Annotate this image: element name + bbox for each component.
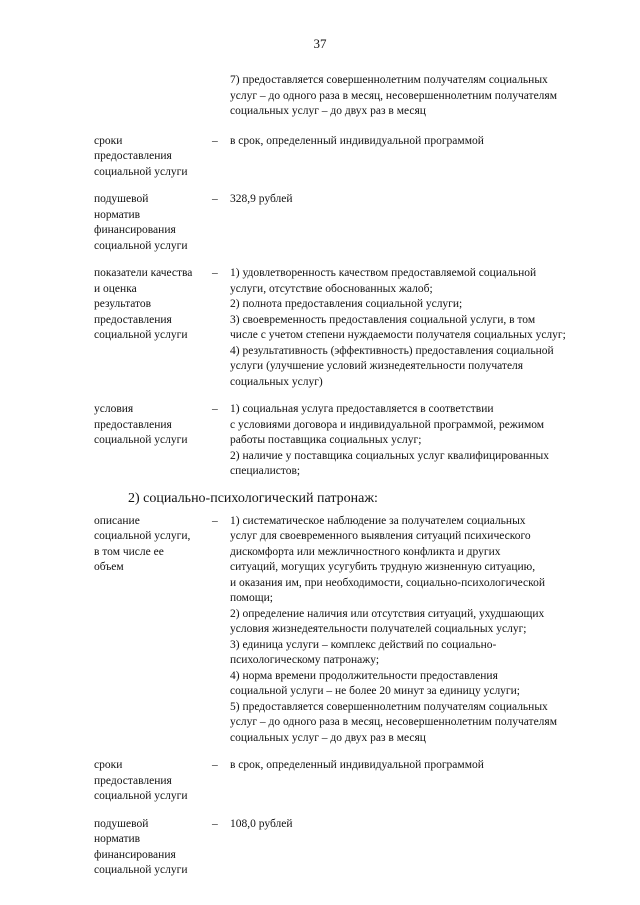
section-heading: 2) социально-психологический патронаж: (128, 490, 378, 506)
text-line: 3) своевременность предоставления социальной услуги, в том (230, 313, 536, 326)
label-line: результатов (94, 298, 152, 310)
label-line: предоставления (94, 774, 172, 787)
label-line: описание (94, 514, 140, 527)
text-line: 2) полнота предоставления социальной услуги; (230, 298, 463, 310)
funding-value (230, 192, 614, 208)
text-line: социальной услуги – не более 20 минут за единицу услуги; (230, 685, 520, 697)
label-line: показатели качества (94, 267, 193, 279)
text-line: психологическому патронажу; (230, 654, 380, 666)
text-line: 108,0 рублей (230, 817, 293, 830)
text-line: 1) систематическое наблюдение за получателем социальных (230, 514, 526, 527)
label-line: социальной услуги (94, 864, 188, 876)
dash-separator: – (212, 817, 218, 830)
dash-separator: – (212, 193, 218, 205)
text-line: социальных услуг – до двух раз в месяц (230, 731, 426, 744)
text-line: помощи; (230, 592, 273, 604)
conditions-label (94, 402, 212, 449)
funding-label (94, 817, 212, 879)
text-line: с условиями договора и индивидуальной программой, режимом (230, 418, 545, 431)
dash-separator: – (212, 514, 218, 527)
label-line: предоставления (94, 150, 172, 162)
label-line: сроки (94, 759, 123, 771)
conditions-value (230, 402, 614, 480)
text-line: услуги (улучшение условий жизнедеятельности получателя (230, 360, 524, 372)
text-line: 5) предоставляется совершеннолетним получателям социальных (230, 700, 548, 713)
label-line: финансирования (94, 848, 176, 861)
label-line: социальной услуги (94, 165, 188, 178)
funding-value (230, 817, 614, 833)
text-line: 3) единица услуги – комплекс действий по социально- (230, 638, 497, 651)
text-line: услуги, отсутствие обоснованных жалоб; (230, 282, 433, 295)
label-line: социальной услуги, (94, 530, 191, 542)
label-line: сроки (94, 134, 123, 147)
page-number: 37 (313, 36, 327, 51)
term-row (94, 758, 614, 805)
text-line: 328,9 рублей (230, 193, 293, 205)
term-row (94, 134, 614, 181)
continuation-text (230, 73, 614, 120)
term-value (230, 758, 614, 774)
text-line: в срок, определенный индивидуальной программой (230, 134, 484, 147)
term-label (94, 134, 212, 181)
description-label (94, 514, 212, 576)
label-line: и оценка (94, 282, 137, 295)
label-line: условия (94, 403, 134, 415)
label-line: подушевой (94, 193, 149, 205)
text-line: 4) норма времени продолжительности предоставления (230, 669, 498, 682)
text-line: дискомфорта или межличностного конфликта и других (230, 545, 501, 558)
text-line: работы поставщика социальных услуг; (230, 434, 422, 446)
label-line: норматив (94, 208, 141, 221)
label-line: норматив (94, 833, 141, 845)
funding-row (94, 817, 614, 879)
text-line: числе с учетом степени нуждаемости получателя социальных услуг; (230, 329, 566, 341)
description-value (230, 514, 614, 747)
term-value (230, 134, 614, 150)
text-line: 1) социальная услуга предоставляется в соответствии (230, 403, 494, 415)
text-line: услуг – до одного раза в месяц, несовершеннолетним получателям (230, 89, 557, 102)
text-line: услуг – до одного раза в месяц, несовершеннолетним получателям (230, 716, 557, 728)
text-line: специалистов; (230, 465, 301, 477)
dash-separator: – (212, 403, 218, 415)
label-line: предоставления (94, 418, 172, 431)
label-line: предоставления (94, 313, 172, 326)
funding-label (94, 192, 212, 254)
label-line: финансирования (94, 224, 176, 236)
label-line: объем (94, 561, 124, 573)
text-line: условия жизнедеятельности получателей социальных услуг; (230, 623, 527, 635)
text-line: 4) результативность (эффективность) предоставления социальной (230, 344, 554, 357)
text-line: 7) предоставляется совершеннолетним получателям социальных (230, 74, 548, 86)
continuation-row (94, 73, 614, 120)
description-row (94, 514, 614, 747)
text-line: 2) определение наличия или отсутствия ситуаций, ухудшающих (230, 607, 545, 620)
label-line: в том числе ее (94, 545, 164, 558)
text-line: услуг для своевременного выявления ситуаций психического (230, 530, 531, 542)
text-line: ситуаций, могущих усугубить трудную жизненную ситуацию, (230, 561, 536, 573)
text-line: 2) наличие у поставщика социальных услуг квалифицированных (230, 449, 549, 462)
text-line: в срок, определенный индивидуальной программой (230, 759, 484, 771)
quality-row (94, 266, 614, 390)
label-line: социальной услуги (94, 329, 188, 341)
term-label (94, 758, 212, 805)
label-line: социальной услуги (94, 239, 188, 252)
label-line: социальной услуги (94, 790, 188, 802)
text-line: социальных услуг – до двух раз в месяц (230, 105, 426, 117)
document-body (94, 73, 614, 879)
funding-row (94, 192, 614, 254)
quality-label (94, 266, 212, 344)
conditions-row (94, 402, 614, 480)
dash-separator: – (212, 134, 218, 147)
text-line: социальных услуг) (230, 375, 323, 388)
label-line: социальной услуги (94, 434, 188, 446)
dash-separator: – (212, 759, 218, 771)
label-line: подушевой (94, 817, 149, 830)
dash-separator: – (212, 267, 218, 279)
text-line: и оказания им, при необходимости, социально-психологической (230, 576, 545, 589)
text-line: 1) удовлетворенность качеством предоставляемой социальной (230, 267, 537, 279)
quality-value (230, 266, 614, 390)
